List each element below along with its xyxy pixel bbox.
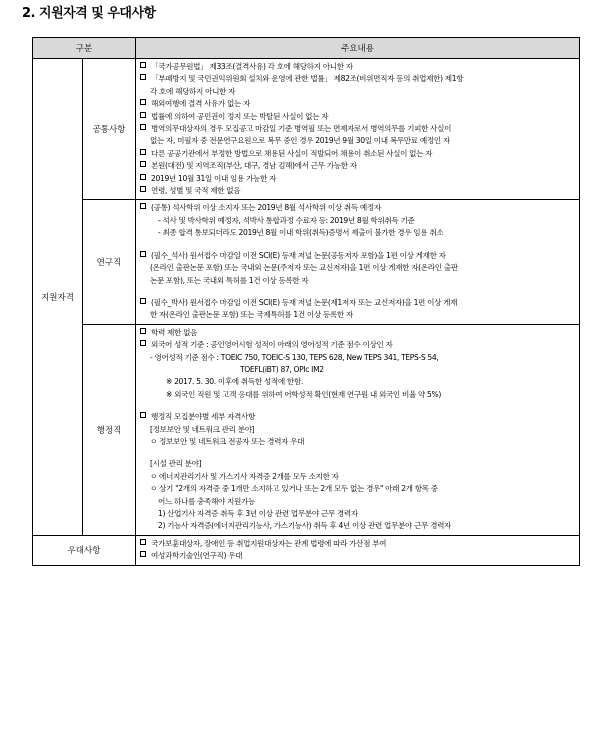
list-item: 한 자(온라인 출판논문 포함) 또는 국제특허를 1건 이상 등록한 자 <box>150 310 353 320</box>
list-item: 다른 공공기관에서 부정한 방법으로 채용된 사실이 적발되어 채용이 취소된 사실이 없는 자 <box>140 148 575 160</box>
header-content: 주요내용 <box>136 38 580 59</box>
admin-content <box>136 324 580 535</box>
list-item: (필수_석사) 원서접수 마감일 이전 SCI(E) 등재 저널 논문(공동저자 포함)을 1편 이상 게재한 자 <box>140 250 575 262</box>
bullet-square-icon <box>140 62 146 68</box>
list-item: ※ 외국인 직원 및 고객 응대를 위하여 어학성적 확인(현재 연구원 내 외국인 비율 약 5%) <box>166 389 442 399</box>
preference-label: 우대사항 <box>33 535 136 565</box>
bullet-square-icon <box>140 74 146 80</box>
research-label: 연구직 <box>83 200 136 324</box>
list-item: 외국어 성적 기준 : 공인영어시험 성적이 아래의 영어성적 기준 점수 이상인 자 <box>140 339 575 351</box>
bullet-square-icon <box>140 149 146 155</box>
list-item: 국가보훈대상자, 장애인 등 취업지원대상자는 관계 법령에 따라 가산점 부여 <box>140 538 575 550</box>
list-item: ㅇ 상기 "2개의 자격증 중 1개만 소지하고 있거나 또는 2개 모두 없는 경우" 아래 2개 항목 중 <box>150 484 438 494</box>
bullet-square-icon <box>140 251 146 257</box>
bullet-square-icon <box>140 99 146 105</box>
list-item: 학력 제한 없음 <box>140 327 575 339</box>
bullet-square-icon <box>140 203 146 209</box>
bullet-square-icon <box>140 124 146 130</box>
list-item: 「부패방지 및 국민권익위원회 설치와 운영에 관한 법률」 제82조(비위면직자 등의 취업제한) 제1항 <box>140 73 575 85</box>
list-item: TOEFL(iBT) 87, OPIc IM2 <box>240 364 324 374</box>
table-row <box>33 59 580 200</box>
header-category: 구분 <box>33 38 136 59</box>
list-item: 법률에 의하여 공민권이 정지 또는 박탈된 사실이 없는 자 <box>140 111 575 123</box>
list-item: 2019년 10월 31일 이내 임용 가능한 자 <box>140 173 575 185</box>
bullet-square-icon <box>140 186 146 192</box>
list-item: [시설 관리 분야] <box>150 459 202 469</box>
list-item: ※ 2017. 5. 30. 이후에 취득한 성적에 한함. <box>166 377 303 387</box>
bullet-square-icon <box>140 551 146 557</box>
list-item: (온라인 출판논문 포함) 또는 국내외 논문(주저자 또는 교신저자)을 1편 이상 게재한 자(온라인 출판 <box>150 263 458 273</box>
list-item: 2) 기능사 자격증(에너지관리기능사, 가스기능사) 취득 후 4년 이상 관련 업무분야 근무 경력자 <box>158 521 452 531</box>
bullet-square-icon <box>140 298 146 304</box>
list-item: (필수_박사) 원서접수 마감일 이전 SCI(E) 등재 저널 논문(제1저자 또는 교신저자)을 1편 이상 게재 <box>140 297 575 309</box>
list-item: ㅇ 정보보안 및 네트워크 전공자 또는 경력자 우대 <box>150 436 305 446</box>
admin-label: 행정직 <box>83 324 136 535</box>
qualification-label: 지원자격 <box>33 59 83 536</box>
table-header-row <box>33 38 580 59</box>
bullet-square-icon <box>140 412 146 418</box>
common-content <box>136 59 580 200</box>
qualification-table <box>32 37 580 566</box>
list-item: - 석사 및 박사학위 예정자, 석박사 통합과정 수료자 등: 2019년 8월 학위취득 기준 <box>158 215 415 225</box>
list-item: 어느 하나를 충족해야 지원가능 <box>158 496 256 506</box>
list-item: 병역의무대상자의 경우 모집공고 마감일 기준 병역필 또는 면제자로서 병역의무를 기피한 사실이 <box>140 123 575 135</box>
list-item: ㅇ 에너지관리기사 및 가스기사 자격증 2개를 모두 소지한 자 <box>150 471 339 481</box>
list-item: 각 호에 해당하지 아니한 자 <box>150 86 236 96</box>
list-item: - 영어성적 기준 점수 : TOEIC 750, TOEIC-S 130, TEPS 628, New TEPS 341, TEPS-S 54, <box>150 352 439 362</box>
bullet-square-icon <box>140 161 146 167</box>
bullet-square-icon <box>140 340 146 346</box>
list-item: - 최종 합격 통보되더라도 2019년 8월 이내 학위(취득)증명서 제출이 불가한 경우 임용 취소 <box>158 228 444 238</box>
table-row <box>33 535 580 565</box>
bullet-square-icon <box>140 328 146 334</box>
section-title: 2. 지원자격 및 우대사항 <box>22 6 156 21</box>
list-item: 「국가공무원법」 제33조(결격사유) 각 호에 해당하지 아니한 자 <box>140 61 575 73</box>
preference-content <box>136 535 580 565</box>
bullet-square-icon <box>140 539 146 545</box>
list-item: (공통) 석사학위 이상 소지자 또는 2019년 8월 석사학위 이상 취득 예정자 <box>140 202 575 214</box>
list-item: 없는 자, 미필자 중 전문연구요원으로 복무 중인 경우 2019년 9월 30일 이내 복무만료 예정인 자 <box>150 136 450 146</box>
list-item: 행정직 모집분야별 세부 자격사항 <box>140 411 575 423</box>
list-item: 본원(대전) 및 지역조직(부산, 대구, 경남 김해)에서 근무 가능한 자 <box>140 160 575 172</box>
list-item: 논문 포함), 또는 국내외 특허를 1건 이상 등록한 자 <box>150 275 309 285</box>
list-item: [정보보안 및 네트워크 관리 분야] <box>150 424 255 434</box>
research-content <box>136 200 580 324</box>
list-item: 여성과학기술인(연구직) 우대 <box>140 550 575 562</box>
common-label: 공통사항 <box>83 59 136 200</box>
bullet-square-icon <box>140 112 146 118</box>
table-row <box>33 200 580 324</box>
list-item: 1) 산업기사 자격증 취득 후 3년 이상 관련 업무분야 근무 경력자 <box>158 509 358 518</box>
list-item: 연령, 성별 및 국적 제한 없음 <box>140 185 575 197</box>
list-item: 해외여행에 결격 사유가 없는 자 <box>140 98 575 110</box>
table-row <box>33 324 580 535</box>
bullet-square-icon <box>140 174 146 180</box>
